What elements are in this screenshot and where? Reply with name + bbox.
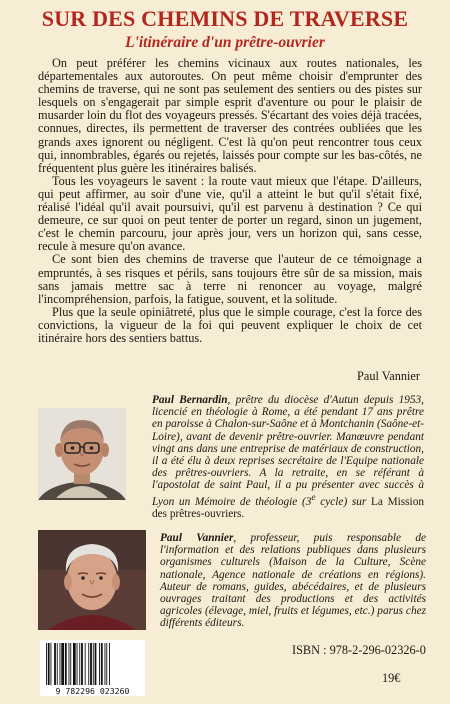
- isbn: ISBN : 978-2-296-02326-0: [292, 643, 426, 657]
- bio-text: , professeur, puis responsable de l'information et des relations publiques dans plusieurs organismes culturels (Maison de la Culture, Scène nationale, Agence nationale de créations en régions). Auteur de romans, guides, abécédaires, et de plusieurs ouvrages traitant des productions et des activités agricoles (élevage, miel, fruits et légumes, etc.) parus chez différents éditeurs.: [160, 532, 426, 630]
- blurb-paragraph: Plus que la seule opiniâtreté, plus que le simple courage, c'est la force des convictions, la vigueur de la foi qui peuvent expliquer le choix de cet itinéraire hors des sentiers battus.: [38, 304, 422, 345]
- author-photo-vannier: [38, 530, 146, 630]
- blurb-paragraph: On peut préférer les chemins vicinaux aux routes nationales, les départementales aux autoroutes. On peut même choisir d'emprunter des chemins de traverse, qui ne sont pas seulement des sentiers ou des pistes sur lesquels on s'engagerait par simple esprit d'aventure ou pour le plaisir de musarder loin du flot des voyageurs pressés. S'écartant des voies déjà tracées, connues, directes, ils permettent de traverser des contrées oubliées que les grands axes ignorent ou négligent. C'est là qu'on peut rencontrer tous ceux qui, innombrables, égarés ou rejetés, laissés pour compte sur les bas-côtés, ne fréquentent plus guère les itinéraires balisés.: [38, 56, 422, 175]
- book-reference: La Mission des prêtres-ouvriers.: [152, 495, 424, 520]
- bio-superscript: e: [311, 492, 316, 503]
- barcode-digits: 9 782296 023260: [55, 686, 130, 696]
- bio-text: cycle) sur: [315, 495, 371, 508]
- book-subtitle: L'itinéraire d'un prêtre-ouvrier: [125, 34, 325, 51]
- price: 19€: [382, 671, 401, 685]
- blurb-paragraph: Ce sont bien des chemins de traverse que l'auteur de ce témoignage a empruntés, à ses risques et périls, sans toujours être sûr de sa mission, mais sans jamais mettre sac à terre ni renoncer au voyage, malgré l'incompréhension, parfois, la fatigue, souvent, et la solitude.: [38, 252, 422, 306]
- author-name: Paul Vannier: [160, 532, 234, 544]
- barcode: [40, 640, 145, 696]
- blurb-paragraph: Tous les voyageurs le savent : la route vaut mieux que l'étape. D'ailleurs, qui peut affirmer, au soir d'une vie, qu'il a atteint le but qu'il s'était fixé, réalisé l'idéal qu'il avait poursuivi, qu'il est parvenu à destination ? Ce qui demeure, ce sur quoi on peut tenter de porter un regard, sinon un jugement, c'est le chemin parcouru, jour après jour, vers un horizon qui, sans cesse, recule à mesure qu'on avance.: [38, 173, 422, 254]
- author-photo-bernardin: [38, 408, 126, 500]
- author-name: Paul Bernardin: [152, 394, 228, 406]
- book-title: SUR DES CHEMINS DE TRAVERSE: [41, 6, 409, 31]
- author-bio-bernardin: [152, 394, 424, 520]
- blurb-signature: Paul Vannier: [357, 369, 420, 383]
- author-bio-vannier: [160, 532, 426, 630]
- bio-text: , prêtre du diocèse d'Autun depuis 1953, licencié en théologie à Rome, a été pendant 17 ans prêtre en paroisse à Chalon-sur-Saône et à Montchanin (Saône-et-Loire), avant de devenir prêtre-ouvrier. Manœuvre pendant vingt ans dans une entreprise de matériaux de construction, il a été élu à deux reprises secrétaire de l'Equipe nationale des prêtres-ouvriers. A la retraite, en se référant à l'apostolat de saint Paul, il a pu présenter avec succès à Lyon un Mémoire de théologie (3: [152, 394, 425, 508]
- blurb: [38, 57, 422, 345]
